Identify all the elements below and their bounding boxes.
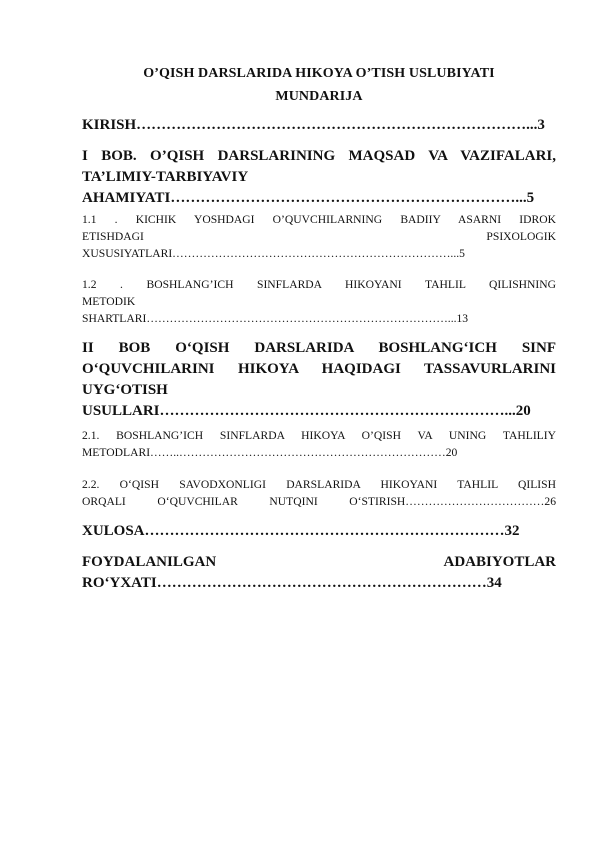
toc-line: II BOB O‘QISH DARSLARIDA BOSHLANG‘ICH SINF [82,340,556,356]
toc-entry-kirish[interactable] [82,115,556,136]
toc-line: METODIK [82,295,136,308]
toc-line: ETISHDAGI PSIXOLOGIK [82,230,556,243]
toc-line: ORQALI O‘QUVCHILAR NUTQINI O‘STIRISH………………………………26 [82,495,556,508]
toc-entry-xulosa[interactable] [82,521,556,542]
toc-entry-bob2[interactable] [82,338,556,422]
toc-line: O‘QUVCHILARINI HIKOYA HAQIDAGI TASSAVURLARINI [82,361,556,377]
toc-line: RO‘YXATI…………………………………………………………34 [82,575,502,591]
toc-line: 1.2 . BOSHLANG’ICH SINFLARDA HIKOYANI TAHLIL QILISHNING [82,278,556,291]
toc-line: UYG‘OTISH [82,382,168,398]
toc-line: 2.2. O‘QISH SAVODXONLIGI DARSLARIDA HIKOYANI TAHLIL QILISH [82,478,556,491]
toc-line: USULLARI……………………………………………………………...20 [82,403,531,419]
toc-line: FOYDALANILGAN ADABIYOTLAR [82,554,556,570]
toc-line: 1.1 . KICHIK YOSHDAGI O’QUVCHILARNING BADIIY ASARNI IDROK [82,213,556,226]
toc-entry-foydalanilgan[interactable] [82,552,556,594]
toc-line: 2.1. BOSHLANG’ICH SINFLARDA HIKOYA O’QISH VA UNING TAHLILIY [82,429,556,442]
toc-line: I BOB. O’QISH DARSLARINING MAQSAD VA VAZIFALARI, [82,148,556,164]
toc-entry-kirish-text: KIRISH……………………………………………………………………...3 [82,117,545,133]
toc-entry-1-2[interactable] [82,276,556,327]
toc-line: XUSUSIYATLARI………………………………………………………………...5 [82,247,465,260]
toc-line: METODLARI……..……………………………………………………………20 [82,446,458,459]
document-title: O’QISH DARSLARIDA HIKOYA O’TISH USLUBIYATI [143,66,495,81]
toc-line: SHARTLARI……………………………………………………………………...13 [82,312,469,325]
toc-line: AHAMIYATI……………………………………………………………...5 [82,190,535,206]
toc-heading: MUNDARIJA [275,89,363,104]
toc-entry-bob1[interactable] [82,146,556,209]
toc-line: XULOSA………………………………………………………………32 [82,523,520,539]
toc-entry-2-1[interactable] [82,427,556,461]
toc-entry-1-1[interactable] [82,211,556,262]
toc-line: TA’LIMIY-TARBIYAVIY [82,169,249,185]
toc-entry-2-2[interactable] [82,476,556,510]
